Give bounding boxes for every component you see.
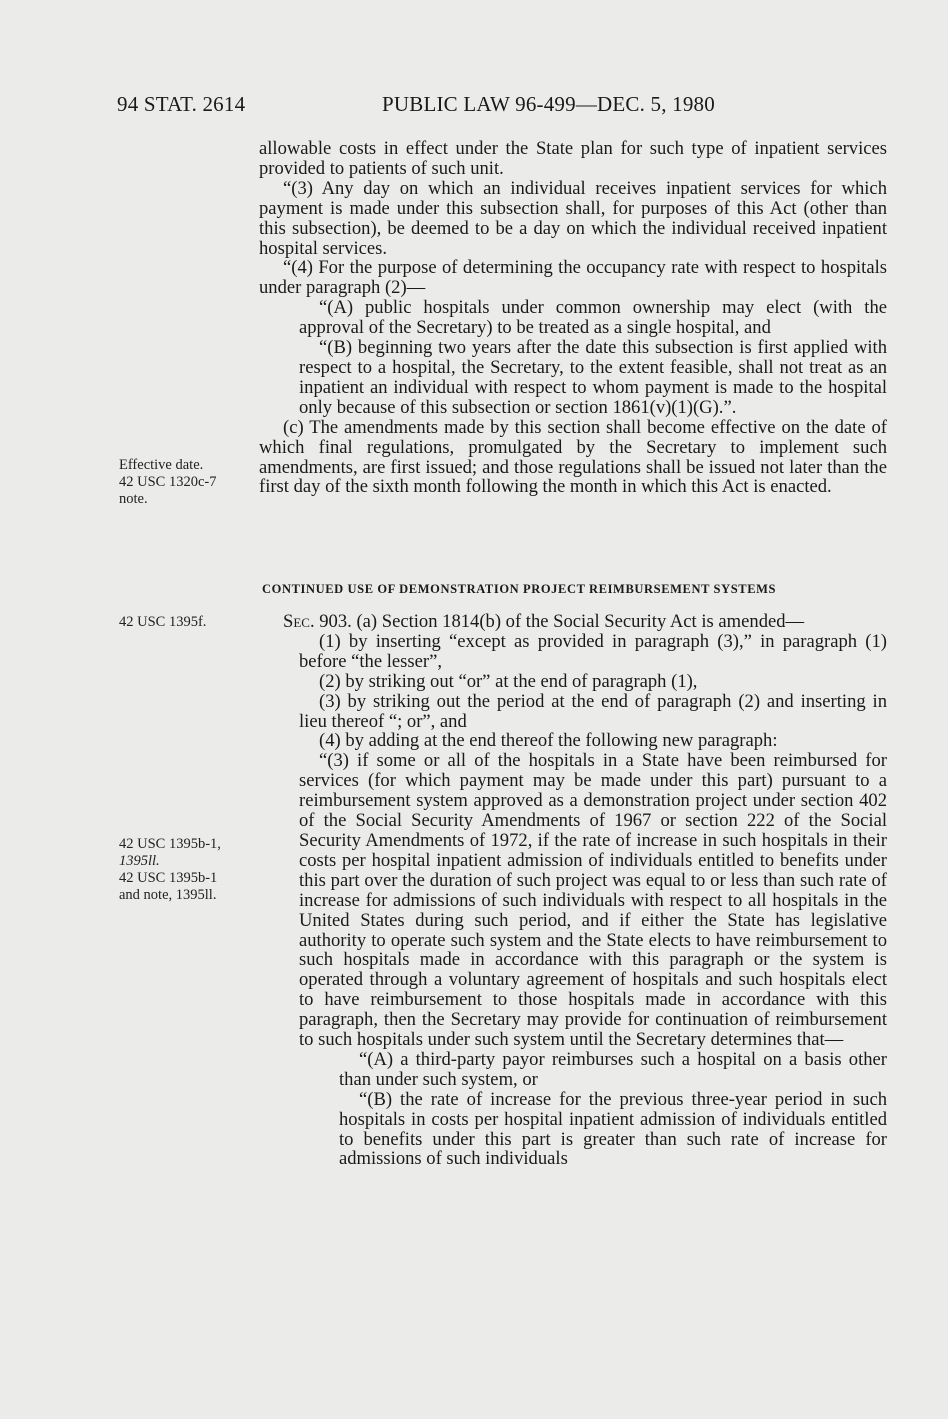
upper-body (259, 139, 887, 497)
sec-abbrev: Sec. (283, 611, 315, 632)
sec903-body (259, 612, 887, 1169)
sec903-lead (259, 612, 887, 632)
sec903-lead-text: 903. (a) Section 1814(b) of the Social Security Act is amended— (314, 611, 805, 632)
margin-note-amend-cite-2: 1395ll. (119, 853, 160, 869)
quoted-subparagraph-b: “(B) the rate of increase for the previous three-year period in such hospitals in costs per hospital inpatient admission of individuals entitled to benefits under this part is greater than such rate of increase for admissions of such individuals (339, 1088, 887, 1170)
section-heading: CONTINUED USE OF DEMONSTRATION PROJECT REIMBURSEMENT SYSTEMS (262, 582, 777, 596)
margin-note-effective-label: Effective date. (119, 457, 204, 473)
margin-note-sec903 (119, 614, 206, 631)
quoted-paragraph-3: “(3) if some or all of the hospitals in a State have been reimbursed for services (for which payment may be made under this part) pursuant to a reimbursement system approved as a demonstration project under section 402 of the Social Security Amendments of 1967 or section 222 of the Social Security Amendments of 1972, if the rate of increase in such hospitals in their costs per hospital inpatient admission of individuals entitled to benefits under this part over the duration of such project was equal to or less than such rate of increase for admissions of such individuals with respect to all hospitals in the United States during such period, and if either the State has legislative authority to operate such system and the State elects to have reimbursement to such hospitals made in accordance with this paragraph or the system is operated through a voluntary agreement of hospitals and such hospitals elect to have reimbursement to those hospitals made in accordance with this paragraph, then the Secretary may provide for continuation of reimbursement to such hospitals under such system until the Secretary determines that— (299, 750, 887, 1051)
paragraph-4a: “(A) public hospitals under common ownership may elect (with the approval of the Secretary) to be treated as a single hospital, and (299, 297, 887, 339)
paragraph-4b: “(B) beginning two years after the date this subsection is first applied with respect to a hospital, the Secretary, to the extent feasible, shall not treat as an inpatient an individual with respect to whom payment is made to the hospital only because of this subsection or section 1861(v)(1)(G).”. (299, 337, 887, 418)
sec903-item-4: (4) by adding at the end thereof the following new paragraph: (319, 730, 778, 752)
statute-page-number: 94 STAT. 2614 (117, 92, 246, 116)
margin-note-amend-cite-3: 42 USC 1395b-1 (119, 870, 218, 886)
sec903-item-3: (3) by striking out the period at the end of paragraph (2) and inserting in lieu thereof “; or”, and (299, 690, 887, 732)
paragraph-4: “(4) For the purpose of determining the occupancy rate with respect to hospitals under paragraph (2)— (259, 257, 887, 299)
margin-note-effective-cite: 42 USC 1320c-7 (119, 474, 217, 490)
margin-note-amend-cite-4: and note, 1395ll. (119, 887, 217, 903)
sec903-item-1: (1) by inserting “except as provided in paragraph (3),” in paragraph (1) before “the lesser”, (299, 630, 887, 672)
margin-note-effective-note: note. (119, 491, 148, 507)
continuation-paragraph: allowable costs in effect under the State plan for such type of inpatient services provided to patients of such unit. (259, 138, 887, 179)
paragraph-3: “(3) Any day on which an individual receives inpatient services for which payment is made under this subsection shall, for purposes of this Act (other than this subsection), be deemed to be a day on which the individual received inpatient hospital services. (259, 177, 887, 259)
paragraph-c-effective: (c) The amendments made by this section shall become effective on the date of which final regulations, promulgated by the Secretary to implement such amendments, are first issued; and those regulations shall be issued not later than the first day of the sixth month following the month in which this Act is enacted. (259, 416, 887, 498)
margin-note-amendments (119, 836, 221, 904)
margin-note-sec903-cite: 42 USC 1395f. (119, 614, 207, 630)
quoted-subparagraph-a: “(A) a third-party payor reimburses such a hospital on a basis other than under such system, or (339, 1048, 887, 1090)
page-title: PUBLIC LAW 96-499—DEC. 5, 1980 (382, 92, 715, 116)
sec903-item-2: (2) by striking out “or” at the end of paragraph (1), (319, 670, 698, 692)
margin-note-effective-date (119, 457, 216, 508)
margin-note-amend-cite-1: 42 USC 1395b-1, (119, 836, 221, 852)
